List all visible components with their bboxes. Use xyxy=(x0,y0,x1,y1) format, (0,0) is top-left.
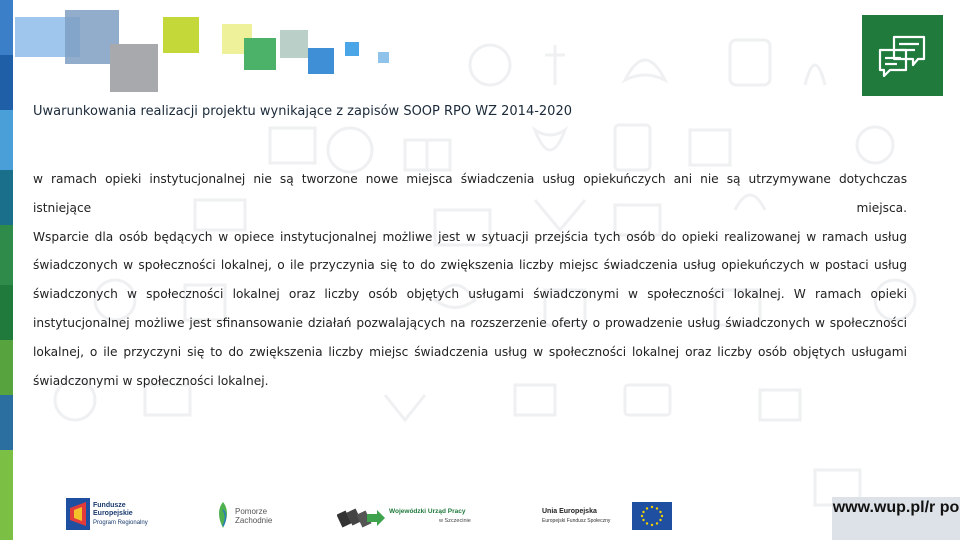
decor-square xyxy=(110,44,158,92)
decor-square xyxy=(280,30,308,58)
web-address-link[interactable]: www.wup.pl/r po xyxy=(832,497,960,540)
fe-line3: Program Regionalny xyxy=(93,520,148,526)
body-line-1: w ramach opieki instytucjonalnej nie są tworzone nowe miejsca świadczenia usług opiekuńczych ani nie są utrzymywane dotychczas xyxy=(33,172,907,186)
ue-line2: Europejski Fundusz Społeczny xyxy=(542,518,611,524)
fe-line2: Europejskie xyxy=(93,510,133,517)
pz-line1: Pomorze xyxy=(235,507,268,516)
logo-wup-szczecin xyxy=(337,500,487,532)
logo-unia-europejska xyxy=(540,500,675,532)
chat-icon xyxy=(862,15,943,96)
body-text xyxy=(33,165,907,395)
pz-line2: Zachodnie xyxy=(235,516,273,525)
body-line-2 xyxy=(33,194,907,223)
decor-square xyxy=(345,42,359,56)
body-line-2-left: istniejące xyxy=(33,200,92,215)
left-color-strip xyxy=(0,0,13,540)
ue-line1: Unia Europejska xyxy=(542,508,597,515)
decor-square xyxy=(244,38,276,70)
logo-pomorze-zachodnie xyxy=(215,500,290,532)
page-title: Uwarunkowania realizacji projektu wynikające z zapisów SOOP RPO WZ 2014-2020 xyxy=(33,104,572,119)
logo-fundusze-europejskie xyxy=(66,498,166,532)
wup-line2: w Szczecinie xyxy=(439,518,471,524)
body-line-2-right: miejsca. xyxy=(856,200,907,215)
eu-flag-icon xyxy=(632,502,672,530)
wup-logo-icon xyxy=(337,502,385,530)
wup-line1: Wojewódzki Urząd Pracy xyxy=(389,508,466,515)
fe-emblem-icon xyxy=(66,498,90,530)
decor-square xyxy=(378,52,389,63)
decor-square xyxy=(308,48,334,74)
fe-line1: Fundusze xyxy=(93,502,126,509)
body-paragraph: Wsparcie dla osób będących w opiece instytucjonalnej możliwe jest w sytuacji przejścia tych osób do opieki realizowanej w ramach usług świadczonych w społeczności lokalnej, o ile przyczynia się to do zwiększenia liczby miejsc świadczenia usług opiekuńczych w postaci usług świadczonych w społeczności lokalnej oraz liczby osób objętych usługami świadczonymi w społeczności lokalnej. W ramach opieki instytucjonalnej możliwe jest sfinansowanie działań pozwalających na rozszerzenie oferty o prowadzenie usług świadczonych w społeczności lokalnej, o ile przyczyni się to do zwiększenia liczby miejsc świadczenia usług w społeczności lokalnej oraz liczby osób objętych usługami świadczonymi w społeczności lokalnej. xyxy=(33,229,907,388)
decor-square xyxy=(163,17,199,53)
pz-leaf-icon xyxy=(215,500,231,530)
